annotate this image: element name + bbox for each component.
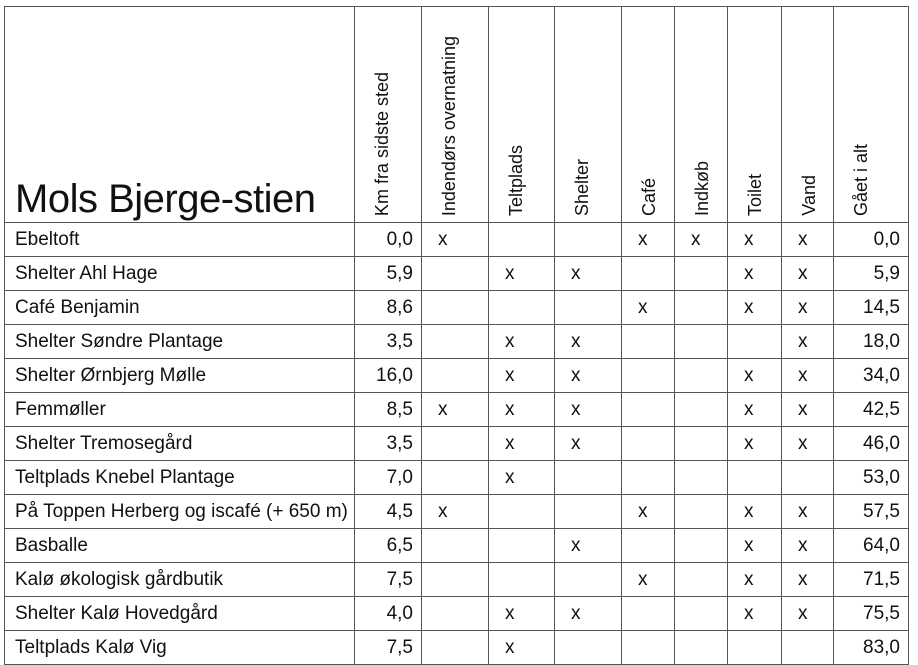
location-name: Ebeltoft (5, 223, 355, 257)
facility-mark (422, 325, 489, 359)
table-row (5, 563, 909, 597)
facility-mark (675, 563, 728, 597)
facility-mark (555, 563, 622, 597)
facility-mark (675, 529, 728, 563)
km-from-previous: 6,5 (355, 529, 422, 563)
facility-mark (422, 257, 489, 291)
table-row (5, 529, 909, 563)
table-row (5, 461, 909, 495)
location-name: Shelter Ahl Hage (5, 257, 355, 291)
total-km: 83,0 (834, 631, 909, 665)
table-body (5, 223, 909, 665)
facility-mark (422, 631, 489, 665)
facility-mark (422, 461, 489, 495)
km-from-previous: 5,9 (355, 257, 422, 291)
facility-mark: x (489, 257, 555, 291)
facility-mark: x (782, 597, 834, 631)
facility-mark: x (422, 495, 489, 529)
facility-mark (555, 223, 622, 257)
table-row (5, 597, 909, 631)
facility-mark (675, 393, 728, 427)
total-km: 0,0 (834, 223, 909, 257)
facility-mark (675, 631, 728, 665)
column-header-shopping (675, 7, 728, 223)
column-header-label: Gået i alt (851, 143, 871, 216)
facility-mark: x (782, 495, 834, 529)
facility-mark (622, 529, 675, 563)
table-row (5, 495, 909, 529)
facility-mark: x (782, 427, 834, 461)
column-header-km (355, 7, 422, 223)
table-row (5, 223, 909, 257)
facility-mark: x (782, 291, 834, 325)
facility-mark: x (728, 427, 782, 461)
facility-mark (422, 291, 489, 325)
facility-mark (489, 223, 555, 257)
facility-mark: x (555, 257, 622, 291)
total-km: 75,5 (834, 597, 909, 631)
facility-mark: x (555, 427, 622, 461)
facility-mark (675, 495, 728, 529)
facility-mark: x (728, 597, 782, 631)
facility-mark (555, 291, 622, 325)
facility-mark: x (622, 223, 675, 257)
facility-mark: x (622, 291, 675, 325)
facility-mark (555, 631, 622, 665)
facility-mark (675, 597, 728, 631)
facility-mark (422, 563, 489, 597)
trail-table (4, 6, 909, 665)
facility-mark (489, 529, 555, 563)
facility-mark (422, 597, 489, 631)
km-from-previous: 7,5 (355, 631, 422, 665)
facility-mark: x (489, 325, 555, 359)
facility-mark (622, 393, 675, 427)
facility-mark: x (728, 393, 782, 427)
column-header-total (834, 7, 909, 223)
facility-mark: x (555, 359, 622, 393)
location-name: Café Benjamin (5, 291, 355, 325)
km-from-previous: 0,0 (355, 223, 422, 257)
facility-mark (422, 359, 489, 393)
km-from-previous: 3,5 (355, 427, 422, 461)
location-name: Kalø økologisk gårdbutik (5, 563, 355, 597)
facility-mark: x (489, 461, 555, 495)
km-from-previous: 4,5 (355, 495, 422, 529)
facility-mark (675, 427, 728, 461)
facility-mark: x (489, 631, 555, 665)
table-row (5, 427, 909, 461)
facility-mark: x (489, 427, 555, 461)
facility-mark: x (555, 529, 622, 563)
facility-mark: x (728, 495, 782, 529)
facility-mark: x (489, 597, 555, 631)
column-header-cafe (622, 7, 675, 223)
facility-mark (675, 257, 728, 291)
table-row (5, 359, 909, 393)
table-row (5, 291, 909, 325)
facility-mark (489, 495, 555, 529)
column-header-indoor (422, 7, 489, 223)
facility-mark (422, 529, 489, 563)
km-from-previous: 16,0 (355, 359, 422, 393)
facility-mark: x (675, 223, 728, 257)
column-header-water (782, 7, 834, 223)
total-km: 46,0 (834, 427, 909, 461)
km-from-previous: 8,6 (355, 291, 422, 325)
total-km: 71,5 (834, 563, 909, 597)
total-km: 57,5 (834, 495, 909, 529)
total-km: 34,0 (834, 359, 909, 393)
total-km: 14,5 (834, 291, 909, 325)
total-km: 42,5 (834, 393, 909, 427)
facility-mark: x (622, 563, 675, 597)
table-row (5, 631, 909, 665)
column-header-label: Vand (799, 175, 819, 216)
facility-mark: x (782, 359, 834, 393)
facility-mark (728, 631, 782, 665)
facility-mark: x (728, 529, 782, 563)
column-header-label: Km fra sidste sted (372, 71, 392, 216)
km-from-previous: 8,5 (355, 393, 422, 427)
km-from-previous: 7,5 (355, 563, 422, 597)
total-km: 64,0 (834, 529, 909, 563)
column-header-label: Indendørs overnatning (439, 35, 459, 216)
facility-mark: x (422, 223, 489, 257)
facility-mark (622, 631, 675, 665)
facility-mark (675, 325, 728, 359)
table-row (5, 325, 909, 359)
total-km: 5,9 (834, 257, 909, 291)
column-header-label: Teltplads (506, 144, 526, 216)
facility-mark: x (728, 257, 782, 291)
facility-mark (728, 461, 782, 495)
facility-mark (675, 359, 728, 393)
facility-mark (622, 325, 675, 359)
header-row (5, 7, 909, 223)
facility-mark: x (555, 597, 622, 631)
facility-mark: x (782, 257, 834, 291)
facility-mark: x (728, 291, 782, 325)
location-name: Shelter Tremosegård (5, 427, 355, 461)
page-title: Mols Bjerge-stien (5, 7, 355, 223)
location-name: Femmøller (5, 393, 355, 427)
column-header-label: Café (639, 177, 659, 216)
facility-mark: x (622, 495, 675, 529)
facility-mark: x (782, 325, 834, 359)
location-name: Shelter Kalø Hovedgård (5, 597, 355, 631)
facility-mark: x (782, 563, 834, 597)
facility-mark (622, 359, 675, 393)
facility-mark: x (728, 359, 782, 393)
facility-mark: x (555, 393, 622, 427)
facility-mark: x (555, 325, 622, 359)
facility-mark: x (728, 223, 782, 257)
facility-mark (555, 495, 622, 529)
location-name: På Toppen Herberg og iscafé (+ 650 m) (5, 495, 355, 529)
facility-mark: x (782, 393, 834, 427)
table-row (5, 257, 909, 291)
location-name: Shelter Ørnbjerg Mølle (5, 359, 355, 393)
km-from-previous: 7,0 (355, 461, 422, 495)
facility-mark: x (489, 393, 555, 427)
facility-mark (675, 291, 728, 325)
column-header-label: Shelter (572, 158, 592, 216)
facility-mark: x (728, 563, 782, 597)
km-from-previous: 3,5 (355, 325, 422, 359)
column-header-shelter (555, 7, 622, 223)
facility-mark: x (782, 223, 834, 257)
location-name: Shelter Søndre Plantage (5, 325, 355, 359)
facility-mark (555, 461, 622, 495)
facility-mark (782, 631, 834, 665)
facility-mark: x (489, 359, 555, 393)
facility-mark (489, 291, 555, 325)
location-name: Teltplads Kalø Vig (5, 631, 355, 665)
facility-mark (622, 461, 675, 495)
facility-mark (622, 427, 675, 461)
column-header-label: Indkøb (692, 160, 712, 216)
table-row (5, 393, 909, 427)
column-header-toilet (728, 7, 782, 223)
facility-mark (782, 461, 834, 495)
facility-mark (675, 461, 728, 495)
facility-mark (622, 257, 675, 291)
total-km: 53,0 (834, 461, 909, 495)
total-km: 18,0 (834, 325, 909, 359)
facility-mark (622, 597, 675, 631)
facility-mark (489, 563, 555, 597)
column-header-campsite (489, 7, 555, 223)
facility-mark: x (782, 529, 834, 563)
km-from-previous: 4,0 (355, 597, 422, 631)
location-name: Basballe (5, 529, 355, 563)
location-name: Teltplads Knebel Plantage (5, 461, 355, 495)
column-header-label: Toilet (745, 173, 765, 216)
facility-mark (728, 325, 782, 359)
facility-mark (422, 427, 489, 461)
facility-mark: x (422, 393, 489, 427)
